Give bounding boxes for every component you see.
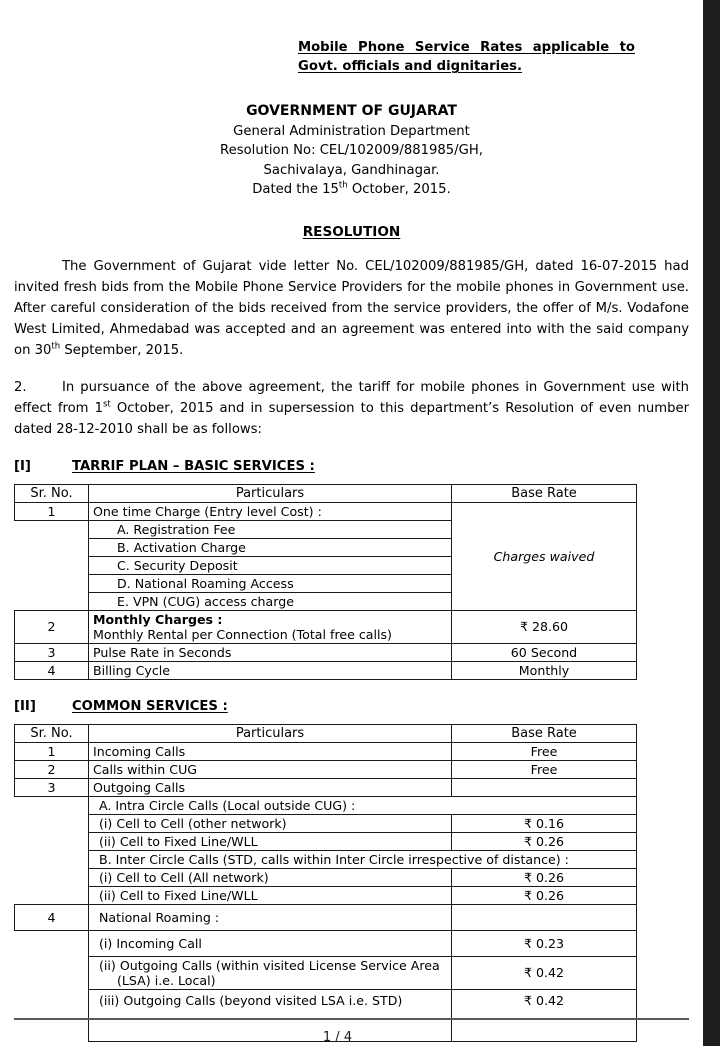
cell-particulars: C. Security Deposit xyxy=(89,556,452,574)
cell-sr xyxy=(15,538,89,556)
table-row xyxy=(15,760,637,778)
table-row xyxy=(15,886,637,904)
table-row xyxy=(15,502,637,520)
cell-particulars: Pulse Rate in Seconds xyxy=(89,643,452,661)
table-row xyxy=(15,742,637,760)
table-basic-services xyxy=(14,484,637,680)
dated-ordinal-suffix: th xyxy=(338,180,348,191)
table-common-header-row xyxy=(15,724,637,742)
viewer-right-gutter xyxy=(703,0,720,1046)
cell-particulars: (ii) Cell to Fixed Line/WLL xyxy=(89,832,452,850)
cell-particulars: E. VPN (CUG) access charge xyxy=(89,592,452,610)
cell-sr: 2 xyxy=(15,760,89,778)
dated-suffix: October, 2015. xyxy=(347,182,451,197)
table-common-header-rate: Base Rate xyxy=(452,724,637,742)
table-common-header-particulars: Particulars xyxy=(89,724,452,742)
table-row xyxy=(15,778,637,796)
cell-particulars: B. Activation Charge xyxy=(89,538,452,556)
cell-particulars: National Roaming : xyxy=(89,904,452,930)
cell-rate: Free xyxy=(452,760,637,778)
cell-sr xyxy=(15,832,89,850)
cell-rate: Free xyxy=(452,742,637,760)
cell-sr xyxy=(15,930,89,956)
cell-rate: Monthly xyxy=(452,661,637,679)
cell-particulars: Billing Cycle xyxy=(89,661,452,679)
cell-rate: ₹ 0.26 xyxy=(452,868,637,886)
cell-particulars: Calls within CUG xyxy=(89,760,452,778)
cell-sr xyxy=(15,592,89,610)
department-name: General Administration Department xyxy=(233,123,470,139)
cell-sr xyxy=(15,886,89,904)
cell-particulars: (ii) Cell to Fixed Line/WLL xyxy=(89,886,452,904)
cell-sr xyxy=(15,574,89,592)
table-row xyxy=(15,930,637,956)
resolution-number: Resolution No: CEL/102009/881985/GH, xyxy=(220,143,483,158)
cell-particulars-sub: Monthly Rental per Connection (Total free calls) xyxy=(93,626,392,642)
cell-sr: 4 xyxy=(15,904,89,930)
table-basic-header-rate: Base Rate xyxy=(452,484,637,502)
table-row xyxy=(15,610,637,643)
page-title xyxy=(14,38,689,76)
paragraph-1-text: The Government of Gujarat vide letter No. CEL/102009/881985/GH, dated 16-07-2015 had invited fresh bids from the Mobile Phone Service Providers for the mobile phones in Government use. After careful consideration of the bids received from the service providers, the offer of M/s. Vodafone West Limited, Ahmedabad was accepted and an agreement was entered into with the said company on 30 xyxy=(14,258,689,358)
cell-sr: 2 xyxy=(15,610,89,643)
table-row xyxy=(15,850,637,868)
cell-rate: ₹ 0.42 xyxy=(452,956,637,989)
paragraph-2-text: In pursuance of the above agreement, the tariff for mobile phones in Government use with effect from 1 xyxy=(14,379,689,416)
cell-sr xyxy=(15,868,89,886)
resolution-heading: RESOLUTION xyxy=(302,223,401,240)
cell-sr xyxy=(15,814,89,832)
table-row xyxy=(15,796,637,814)
cell-sr: 4 xyxy=(15,661,89,679)
page-title-line2: Govt. officials and dignitaries. xyxy=(298,59,523,74)
cell-particulars: One time Charge (Entry level Cost) : xyxy=(89,502,452,520)
cell-sr xyxy=(15,796,89,814)
paragraph-2-ordinal-suffix: st xyxy=(103,399,111,410)
place-line: Sachivalaya, Gandhinagar. xyxy=(263,162,440,178)
section-tag-1: [I] xyxy=(14,458,31,474)
table-basic-header-row xyxy=(15,484,637,502)
cell-particulars: (i) Incoming Call xyxy=(89,930,452,956)
dated-line xyxy=(14,180,689,200)
table-row xyxy=(15,956,637,989)
cell-rate-charges-waived: Charges waived xyxy=(452,502,637,610)
cell-rate: ₹ 0.23 xyxy=(452,930,637,956)
section-title-1: TARRIF PLAN – BASIC SERVICES : xyxy=(72,458,315,474)
paragraph-2-number: 2. xyxy=(14,379,27,395)
cell-particulars: (ii) Outgoing Calls (within visited License Service Area (LSA) i.e. Local) xyxy=(89,956,452,989)
cell-sr xyxy=(15,520,89,538)
section-heading-common-services xyxy=(14,699,689,714)
cell-sr: 3 xyxy=(15,778,89,796)
table-common-header-sr: Sr. No. xyxy=(15,724,89,742)
cell-particulars: (i) Cell to Cell (All network) xyxy=(89,868,452,886)
cell-particulars: A. Registration Fee xyxy=(89,520,452,538)
section-title-2: COMMON SERVICES : xyxy=(72,698,228,714)
cell-sr xyxy=(15,556,89,574)
table-row xyxy=(15,904,637,930)
section-tag-2: [II] xyxy=(14,698,36,714)
cell-particulars: Outgoing Calls xyxy=(89,778,452,796)
cell-rate: ₹ 0.26 xyxy=(452,886,637,904)
table-row xyxy=(15,661,637,679)
page-title-line1: Mobile Phone Service Rates applicable to xyxy=(298,40,635,55)
cell-rate: ₹ 28.60 xyxy=(452,610,637,643)
table-row xyxy=(15,643,637,661)
paragraph-2-text-cont: October, 2015 and in supersession to this department’s Resolution of even number dated 28-12-2010 shall be as follows: xyxy=(14,400,689,437)
cell-sr xyxy=(15,956,89,989)
cell-sr: 1 xyxy=(15,742,89,760)
table-basic-header-sr: Sr. No. xyxy=(15,484,89,502)
government-header xyxy=(14,102,689,200)
table-row xyxy=(15,832,637,850)
section-heading-basic-services xyxy=(14,459,689,474)
cell-particulars-group: A. Intra Circle Calls (Local outside CUG) : xyxy=(89,796,637,814)
cell-rate: ₹ 0.26 xyxy=(452,832,637,850)
dated-prefix: Dated the 15 xyxy=(252,182,339,197)
cell-rate xyxy=(452,904,637,930)
table-basic-header-particulars: Particulars xyxy=(89,484,452,502)
cell-particulars-group: B. Inter Circle Calls (STD, calls within Inter Circle irrespective of distance) : xyxy=(89,850,637,868)
cell-sr: 3 xyxy=(15,643,89,661)
cell-rate: ₹ 0.42 xyxy=(452,989,637,1041)
cell-particulars-main: Monthly Charges : xyxy=(93,611,223,627)
cell-particulars: (iii) Outgoing Calls (beyond visited LSA i.e. STD) xyxy=(89,989,452,1041)
cell-rate xyxy=(452,778,637,796)
page-number: 1 / 4 xyxy=(322,1030,353,1045)
cell-rate: ₹ 0.16 xyxy=(452,814,637,832)
cell-particulars xyxy=(89,610,452,643)
paragraph-2 xyxy=(14,377,689,440)
table-row xyxy=(15,814,637,832)
cell-particulars: D. National Roaming Access xyxy=(89,574,452,592)
cell-particulars: (i) Cell to Cell (other network) xyxy=(89,814,452,832)
cell-rate: 60 Second xyxy=(452,643,637,661)
paragraph-1-text-cont: September, 2015. xyxy=(60,342,184,358)
paragraph-1-ordinal-suffix: th xyxy=(51,341,61,352)
cell-sr: 1 xyxy=(15,502,89,520)
cell-particulars: Incoming Calls xyxy=(89,742,452,760)
cell-sr xyxy=(15,850,89,868)
table-common-services xyxy=(14,724,637,1042)
paragraph-1 xyxy=(14,256,689,361)
government-name: GOVERNMENT OF GUJARAT xyxy=(246,103,457,119)
footer-divider xyxy=(14,1018,689,1020)
table-row xyxy=(15,868,637,886)
